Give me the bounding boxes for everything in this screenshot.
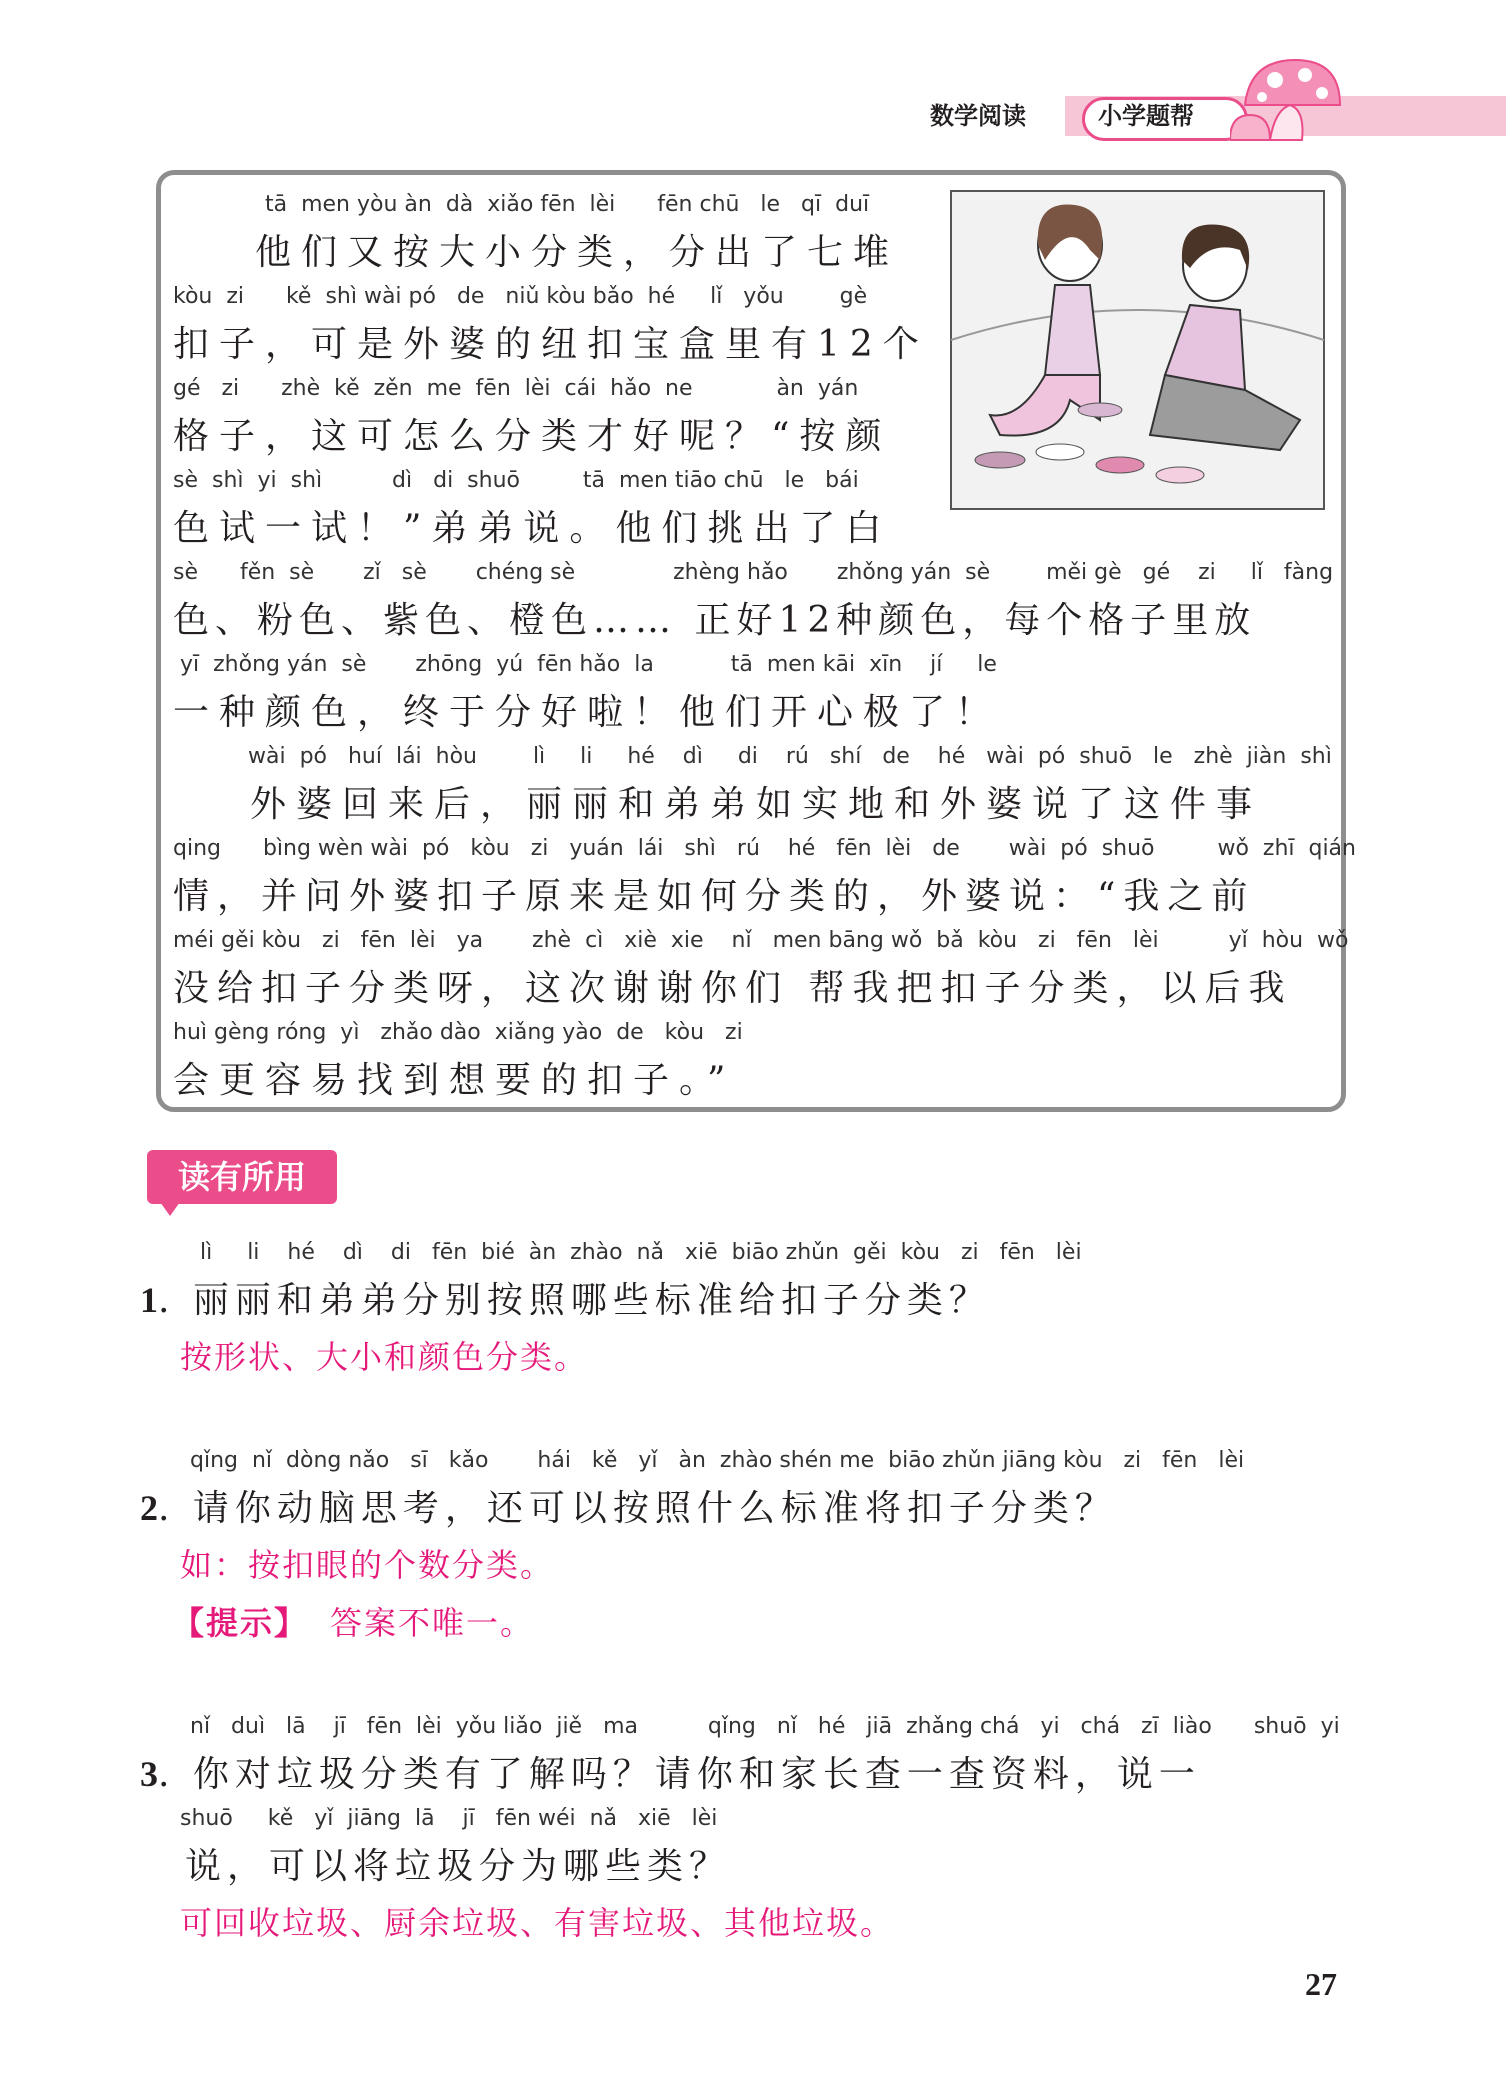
subject-label: 数学阅读: [930, 102, 1026, 130]
story-line: 一种颜色，终于分好啦！他们开心极了！: [173, 692, 1002, 733]
question-text: [140, 1480, 1117, 1531]
story-line: 情，并问外婆扣子原来是如何分类的，外婆说：“我之前: [173, 876, 1256, 917]
question-line: . 你对垃圾分类有了解吗？请你和家长查一查资料，说一: [158, 1754, 1201, 1795]
brand-label: 小学题帮: [1098, 102, 1194, 130]
question-number: 2: [140, 1488, 158, 1528]
pinyin-line: kòu zi kě shì wài pó de niǔ kòu bǎo hé lǐ yǒu gè: [173, 284, 868, 309]
story-line: 会更容易找到想要的扣子。”: [173, 1060, 736, 1101]
story-line: 他们又按大小分类，分出了七堆: [255, 232, 900, 273]
story-line: 色、粉色、紫色、橙色…… 正好12种颜色，每个格子里放: [173, 600, 1257, 641]
pinyin-line: tā men yòu àn dà xiǎo fēn lèi fēn chū le qī duī: [265, 192, 870, 217]
pinyin-line: méi gěi kòu zi fēn lèi ya zhè cì xiè xie nǐ men bāng wǒ bǎ kòu zi fēn lèi yǐ hòu wǒ: [173, 928, 1349, 953]
answer-text: 如：按扣眼的个数分类。: [180, 1546, 555, 1584]
pinyin-line: qing bìng wèn wài pó kòu zi yuán lái shì rú hé fēn lèi de wài pó shuō wǒ zhī qián: [173, 836, 1356, 861]
story-line: 扣子，可是外婆的纽扣宝盒里有12个: [173, 324, 929, 365]
story-line: 没给扣子分类呀，这次谢谢你们 帮我把扣子分类，以后我: [173, 968, 1293, 1009]
answer-text: 可回收垃圾、厨余垃圾、有害垃圾、其他垃圾。: [180, 1904, 895, 1942]
question-line: . 丽丽和弟弟分别按照哪些标准给扣子分类？: [158, 1280, 991, 1321]
page-number: 27: [1305, 1966, 1337, 2002]
pinyin-line: huì gèng róng yì zhǎo dào xiǎng yào de kòu zi: [173, 1020, 743, 1045]
question-line: 说，可以将垃圾分为哪些类？: [185, 1846, 732, 1887]
mushroom-icon: [1230, 55, 1350, 145]
question-number: 3: [140, 1754, 158, 1794]
question-pinyin: lì li hé dì di fēn bié àn zhào nǎ xiē biāo zhǔn gěi kòu zi fēn lèi: [200, 1240, 1082, 1265]
question-line: . 请你动脑思考，还可以按照什么标准将扣子分类？: [158, 1488, 1117, 1529]
question-text: [140, 1272, 991, 1323]
question-number: 1: [140, 1280, 158, 1320]
pinyin-line: wài pó huí lái hòu lì li hé dì di rú shí de hé wài pó shuō le zhè jiàn shì: [248, 744, 1332, 769]
answer-text: 按形状、大小和颜色分类。: [180, 1338, 589, 1376]
story-line: 色试一试！”弟弟说。他们挑出了白: [173, 508, 892, 549]
section-tag-tail: [160, 1202, 180, 1216]
question-pinyin: qǐng nǐ dòng nǎo sī kǎo hái kě yǐ àn zhào shén me biāo zhǔn jiāng kòu zi fēn lèi: [190, 1448, 1245, 1473]
hint-label: 【提示】: [172, 1604, 309, 1642]
question-pinyin: shuō kě yǐ jiāng lā jī fēn wéi nǎ xiē lèi: [180, 1806, 718, 1831]
hint-row: [172, 1598, 534, 1644]
pinyin-line: sè fěn sè zǐ sè chéng sè zhèng hǎo zhǒng yán sè měi gè gé zi lǐ fàng: [173, 560, 1334, 585]
question-pinyin: nǐ duì lā jī fēn lèi yǒu liǎo jiě ma qǐng nǐ hé jiā zhǎng chá yi chá zī liào shuō yi: [190, 1714, 1340, 1739]
question-text: [140, 1746, 1201, 1797]
pinyin-line: gé zi zhè kě zěn me fēn lèi cái hǎo ne àn yán: [173, 376, 859, 401]
story-line: 格子，这可怎么分类才好呢？“按颜: [173, 416, 892, 457]
children-sorting-buttons-illustration: [950, 190, 1325, 510]
story-line: 外婆回来后，丽丽和弟弟如实地和外婆说了这件事: [250, 784, 1263, 825]
hint-text: 答案不唯一。: [330, 1604, 535, 1642]
pinyin-line: yī zhǒng yán sè zhōng yú fēn hǎo la tā men kāi xīn jí le: [180, 652, 997, 677]
section-tag: 读有所用: [147, 1150, 337, 1204]
pinyin-line: sè shì yi shì dì di shuō tā men tiāo chū le bái: [173, 468, 859, 493]
